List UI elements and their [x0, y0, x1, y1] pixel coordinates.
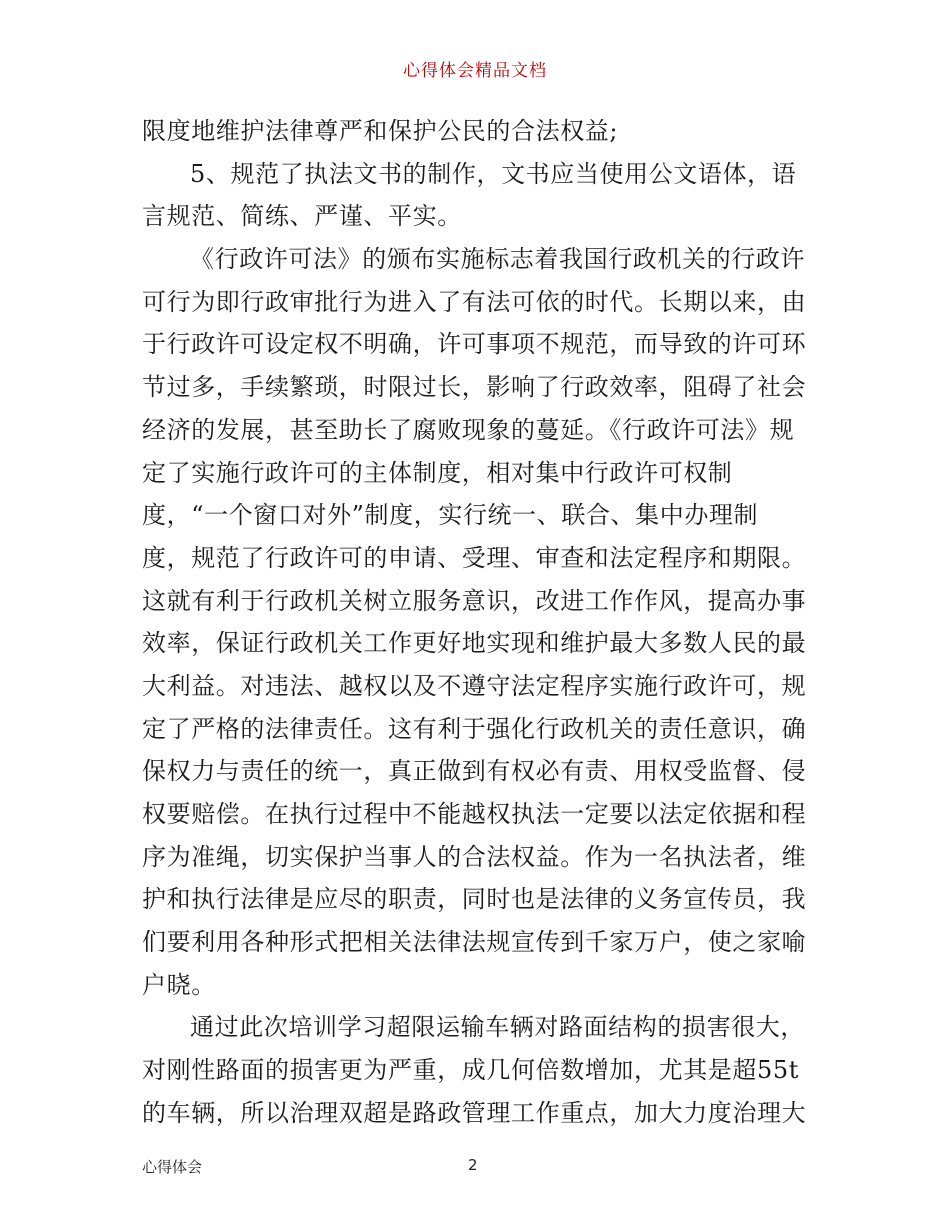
text-line: 的车辆，所以治理双超是路政管理工作重点，加大力度治理大: [142, 1098, 807, 1127]
text-line: 户晓。: [142, 970, 216, 999]
document-body: [142, 110, 814, 1135]
text-line: 大利益。对违法、越权以及不遵守法定程序实施行政许可，规: [142, 671, 807, 700]
text-line: 保权力与责任的统一，真正做到有权必有责、用权受监督、侵: [142, 757, 807, 786]
text-line: 序为准绳，切实保护当事人的合法权益。作为一名执法者，维: [142, 842, 807, 871]
text-line: 言规范、简练、严谨、平实。: [142, 202, 462, 231]
page-number: 2: [468, 1156, 478, 1174]
text-line: 对刚性路面的损害更为严重，成几何倍数增加，尤其是超55t: [142, 1056, 799, 1085]
text-line: 通过此次培训学习超限运输车辆对路面结构的损害很大，: [190, 1013, 805, 1042]
text-line: 效率，保证行政机关工作更好地实现和维护最大多数人民的最: [142, 629, 807, 658]
text-line: 这就有利于行政机关树立服务意识，改进工作作风，提高办事: [142, 586, 807, 615]
text-line: 《行政许可法》的颁布实施标志着我国行政机关的行政许: [190, 245, 805, 274]
footer-label: 心得体会: [142, 1158, 203, 1176]
text-line: 于行政许可设定权不明确，许可事项不规范，而导致的许可环: [142, 330, 807, 359]
text-line: 5、规范了执法文书的制作，文书应当使用公文语体，语: [190, 159, 797, 188]
text-line: 权要赔偿。在执行过程中不能越权执法一定要以法定依据和程: [142, 800, 807, 828]
text-line: 度，“一个窗口对外”制度，实行统一、联合、集中办理制: [142, 501, 759, 530]
text-line: 定了实施行政许可的主体制度，相对集中行政许可权制: [142, 458, 733, 487]
text-line: 们要利用各种形式把相关法律法规宣传到千家万户，使之家喻: [142, 928, 807, 957]
text-line: 限度地维护法律尊严和保护公民的合法权益;: [142, 117, 619, 145]
text-line: 经济的发展，甚至助长了腐败现象的蔓延。《行政许可法》规: [142, 415, 795, 444]
text-line: 可行为即行政审批行为进入了有法可依的时代。长期以来，由: [142, 287, 807, 316]
document-header: 心得体会精品文档: [403, 61, 547, 81]
text-line: 定了严格的法律责任。这有利于强化行政机关的责任意识，确: [142, 714, 807, 743]
text-line: 节过多，手续繁琐，时限过长，影响了行政效率，阻碍了社会: [142, 373, 807, 402]
text-line: 度，规范了行政许可的申请、受理、审查和法定程序和期限。: [142, 543, 807, 572]
text-line: 护和执行法律是应尽的职责，同时也是法律的义务宣传员，我: [142, 885, 807, 914]
